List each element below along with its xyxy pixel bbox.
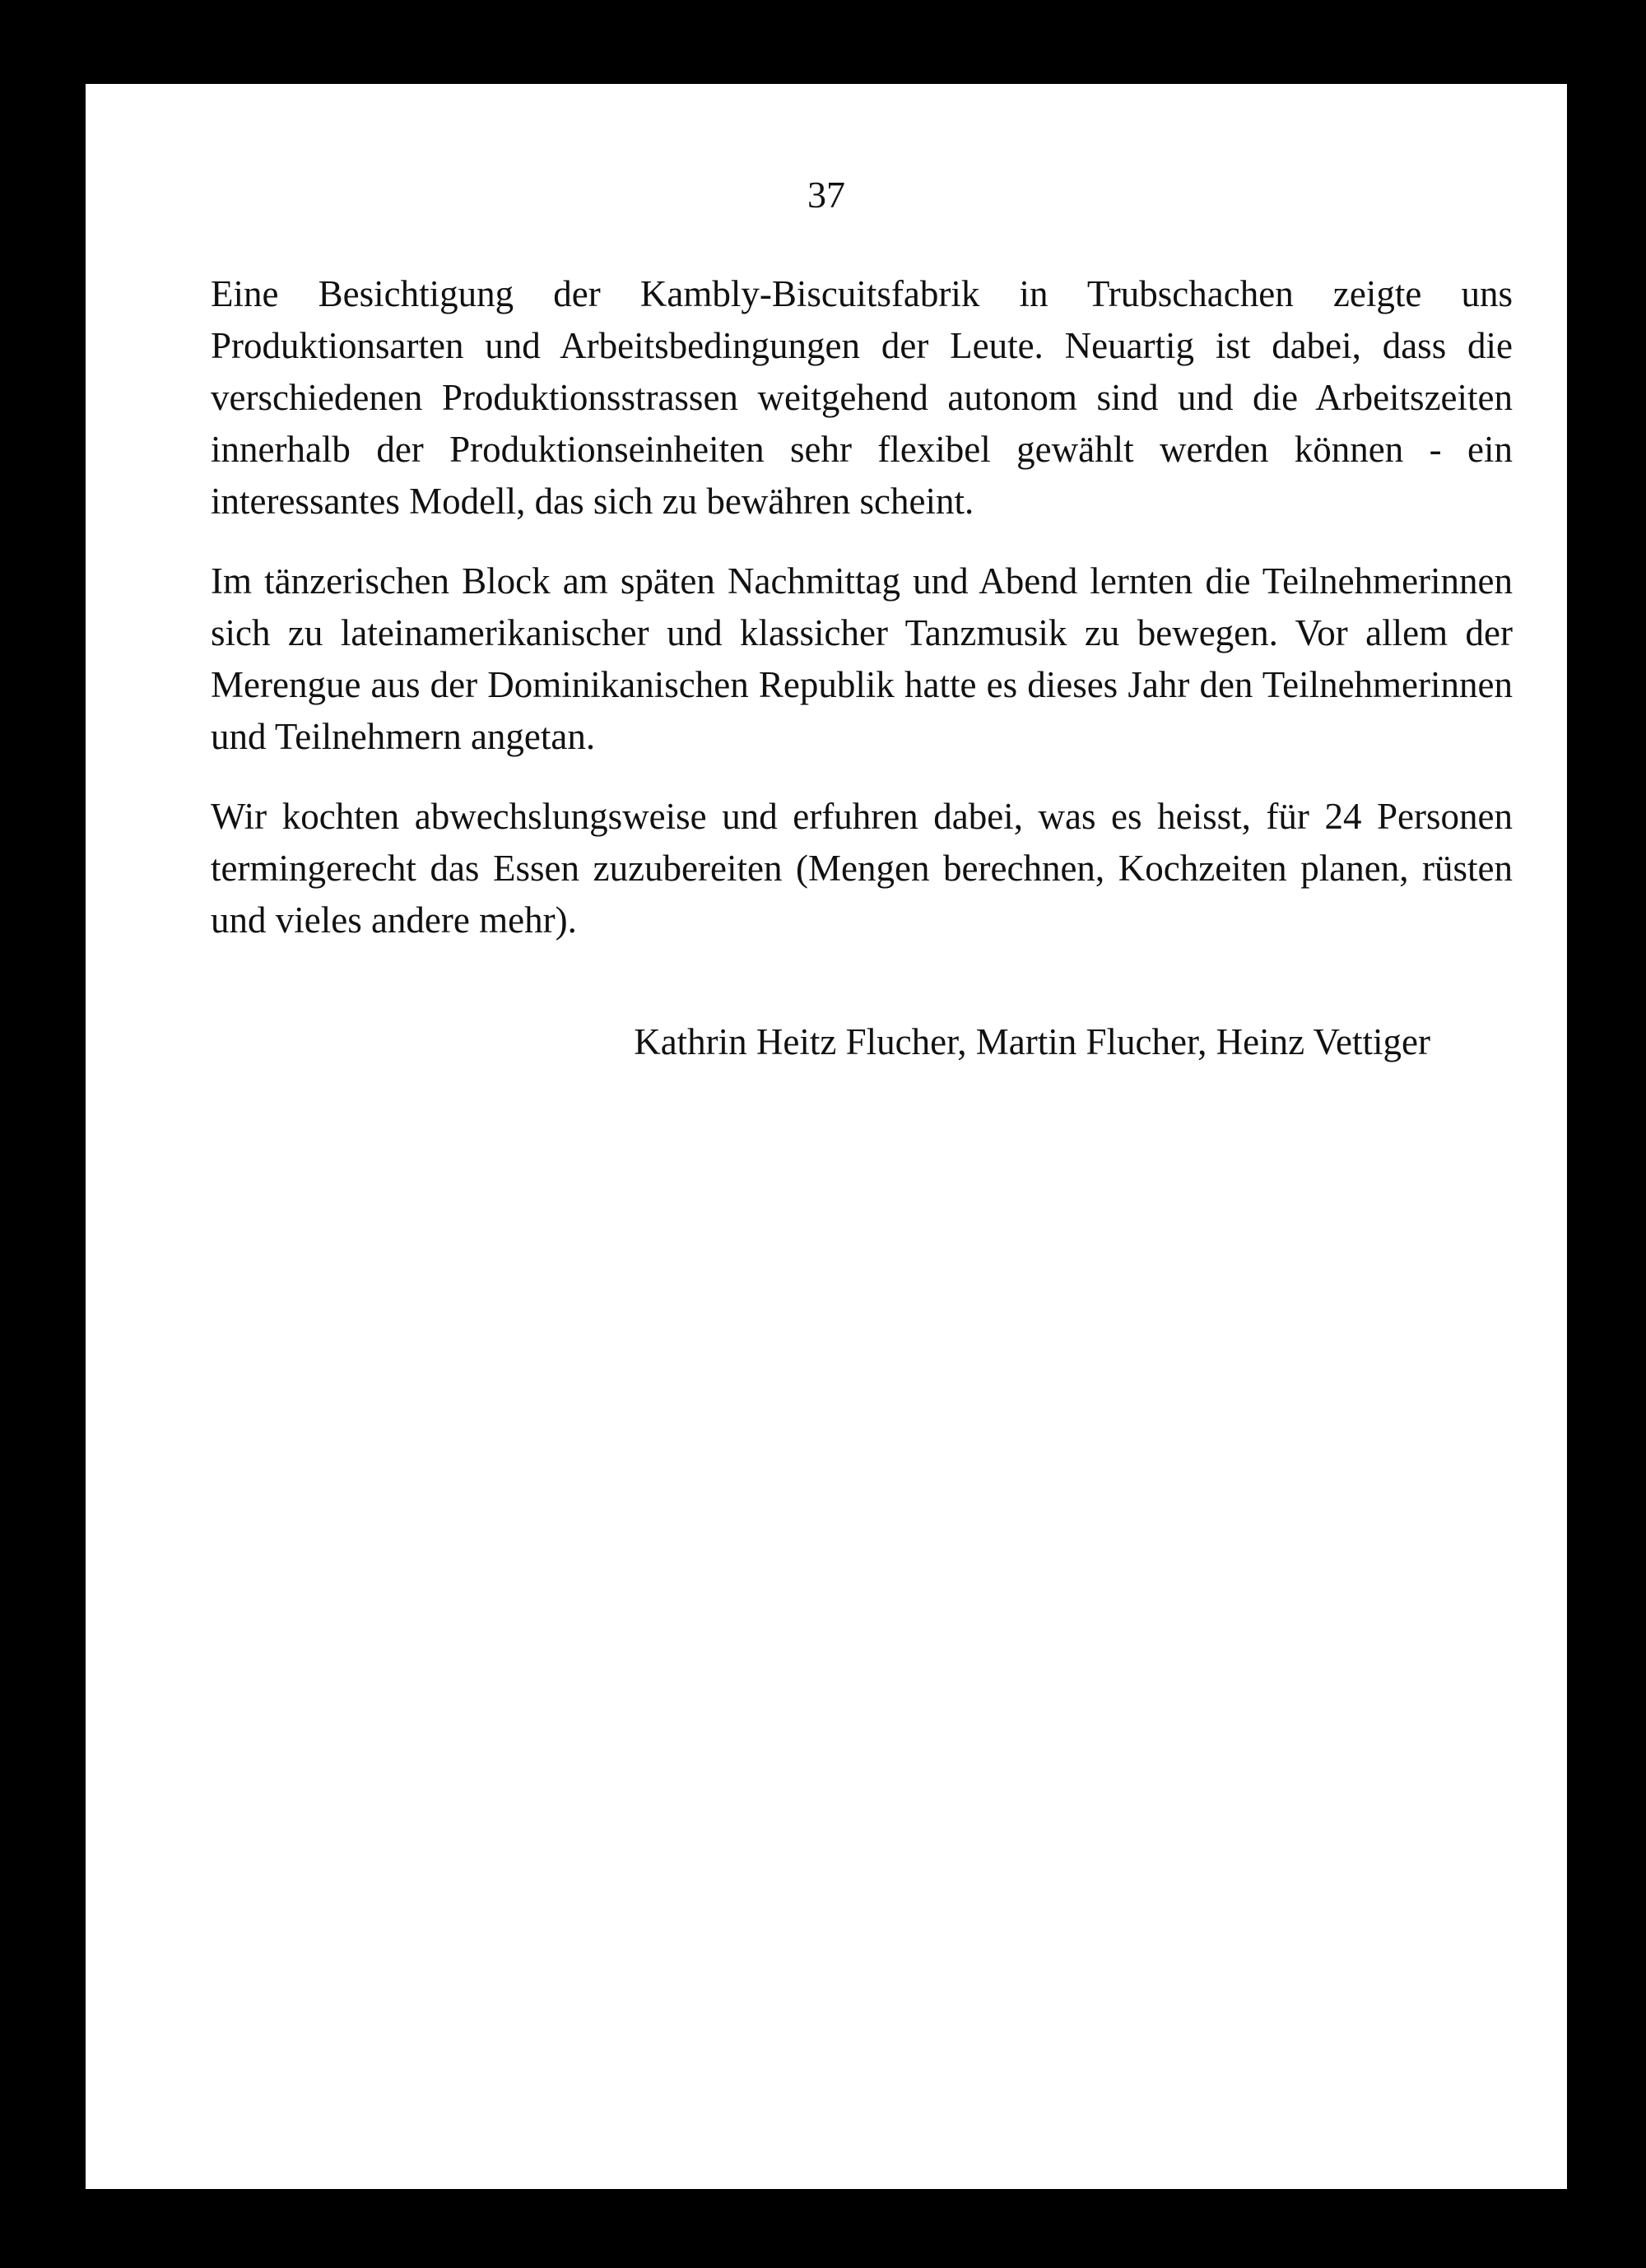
page-number: 37 bbox=[807, 174, 845, 216]
body-text bbox=[211, 268, 1513, 974]
author-signature: Kathrin Heitz Flucher, Martin Flucher, Heinz Vettiger bbox=[634, 1021, 1430, 1062]
paragraph-dance-block: Im tänzerischen Block am späten Nachmittag und Abend lernten die Teilnehmerinnen sich zu lateinamerikanischer und klassicher Tanzmusik zu bewegen. Vor allem der Merengue aus der Dominikanischen Republik hatte es dieses Jahr den Teilnehmerinnen und Teilnehmern angetan. bbox=[211, 560, 1513, 757]
document-page bbox=[86, 84, 1567, 2189]
paragraph-factory-visit: Eine Besichtigung der Kambly-Biscuitsfabrik in Trubschachen zeigte uns Produktionsarten und Arbeitsbedingungen der Leute. Neuartig ist dabei, dass die verschiedenen Produktionsstrassen weitgehend autonom sind und die Arbeitszeiten innerhalb der Produktionseinheiten sehr flexibel gewählt werden können - ein interessantes Modell, das sich zu bewähren scheint. bbox=[211, 273, 1513, 522]
paragraph-cooking: Wir kochten abwechslungsweise und erfuhren dabei, was es heisst, für 24 Personen termingerecht das Essen zuzubereiten (Mengen berechnen, Kochzeiten planen, rüsten und vieles andere mehr). bbox=[211, 796, 1513, 941]
